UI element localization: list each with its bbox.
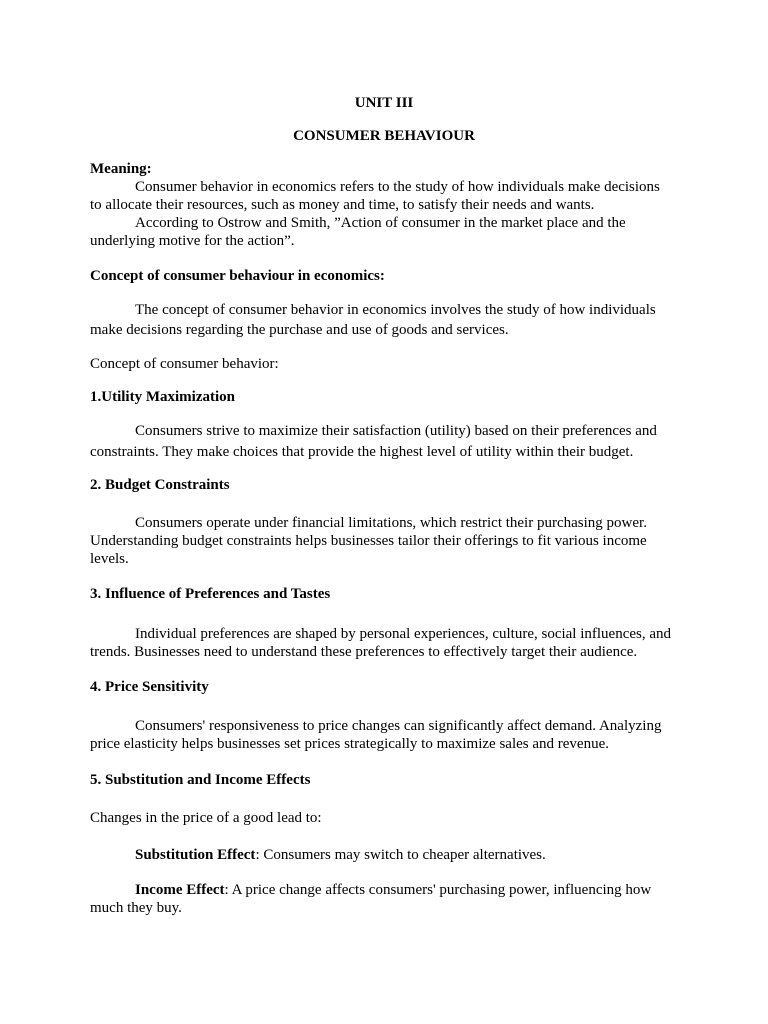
meaning-para2-line1: According to Ostrow and Smith, ”Action of consumer in the market place and the bbox=[135, 215, 626, 231]
price-line2: price elasticity helps businesses set prices strategically to maximize sales and revenue. bbox=[90, 736, 609, 752]
concept-para-line2: make decisions regarding the purchase and use of goods and services. bbox=[90, 322, 509, 338]
income-effect-text: : A price change affects consumers' purchasing power, influencing how bbox=[224, 882, 652, 898]
price-line1: Consumers' responsiveness to price changes can significantly affect demand. Analyzing bbox=[135, 718, 662, 734]
budget-line3: levels. bbox=[90, 551, 129, 567]
section-heading-utility: 1.Utility Maximization bbox=[90, 389, 235, 405]
effects-intro: Changes in the price of a good lead to: bbox=[90, 810, 322, 826]
concept-heading: Concept of consumer behaviour in economics: bbox=[90, 268, 385, 284]
substitution-effect-text: : Consumers may switch to cheaper alternatives. bbox=[255, 847, 546, 863]
section-heading-preferences: 3. Influence of Preferences and Tastes bbox=[90, 586, 331, 602]
substitution-effect-term: Substitution Effect bbox=[135, 847, 256, 863]
budget-line2: Understanding budget constraints helps businesses tailor their offerings to fit various income bbox=[90, 533, 647, 549]
utility-line2: constraints. They make choices that provide the highest level of utility within their budget. bbox=[90, 444, 634, 460]
budget-line1: Consumers operate under financial limitations, which restrict their purchasing power. bbox=[135, 515, 647, 531]
meaning-para2-line2: underlying motive for the action”. bbox=[90, 233, 295, 249]
concept-para-line1: The concept of consumer behavior in economics involves the study of how individuals bbox=[135, 302, 656, 318]
income-effect-continuation: much they buy. bbox=[90, 900, 182, 916]
income-effect-term: Income Effect bbox=[135, 882, 225, 898]
unit-label: UNIT III bbox=[354, 95, 414, 111]
meaning-heading: Meaning: bbox=[90, 161, 152, 177]
meaning-para1-line2: to allocate their resources, such as money and time, to satisfy their needs and wants. bbox=[90, 197, 595, 213]
section-heading-budget: 2. Budget Constraints bbox=[90, 477, 230, 493]
income-effect-item bbox=[135, 881, 651, 899]
preferences-line2: trends. Businesses need to understand these preferences to effectively target their audience. bbox=[90, 644, 638, 660]
document-title: CONSUMER BEHAVIOUR bbox=[293, 128, 475, 144]
utility-line1: Consumers strive to maximize their satisfaction (utility) based on their preferences and bbox=[135, 423, 657, 439]
preferences-line1: Individual preferences are shaped by personal experiences, culture, social influences, and bbox=[135, 626, 672, 642]
substitution-effect-item bbox=[135, 846, 546, 864]
section-heading-substitution: 5. Substitution and Income Effects bbox=[90, 772, 311, 788]
concept-intro: Concept of consumer behavior: bbox=[90, 356, 279, 372]
meaning-para1-line1: Consumer behavior in economics refers to the study of how individuals make decisions bbox=[135, 179, 660, 195]
section-heading-price: 4. Price Sensitivity bbox=[90, 679, 209, 695]
